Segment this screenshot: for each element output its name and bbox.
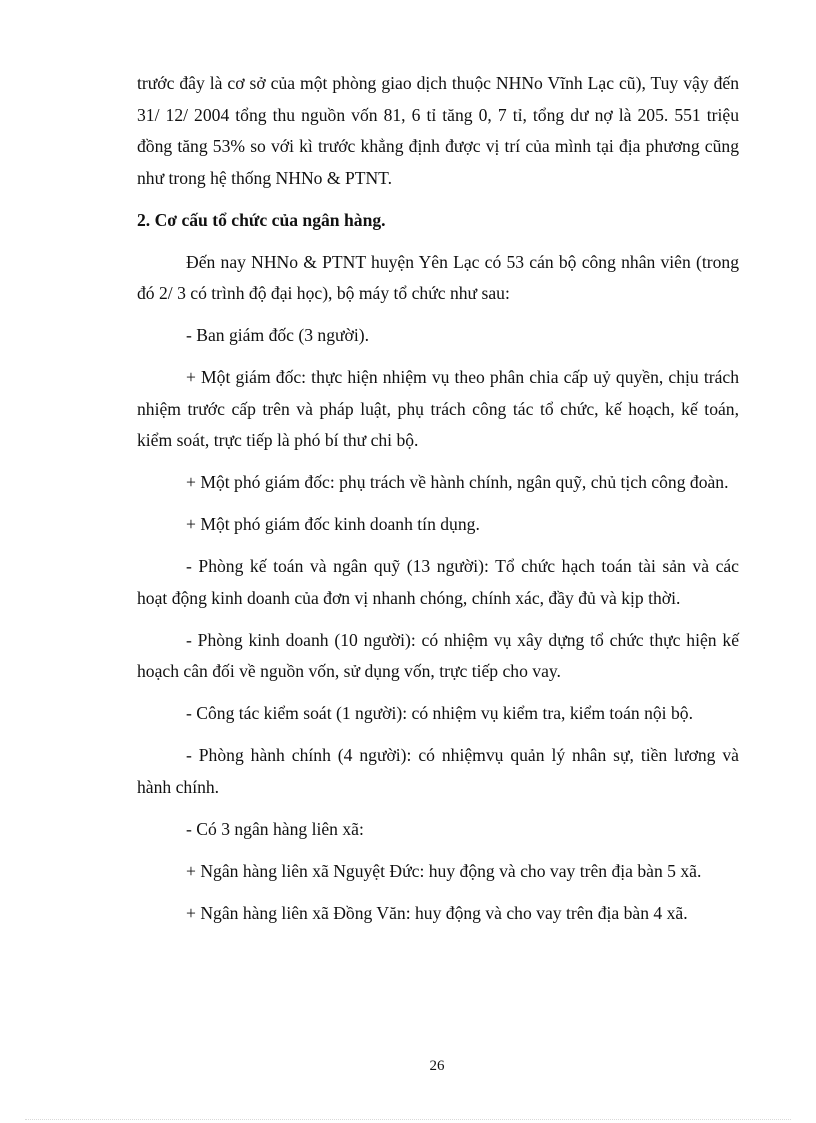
section-heading: 2. Cơ cấu tổ chức của ngân hàng. [137,209,386,230]
list-item-deputy-director-admin: + Một phó giám đốc: phụ trách về hành chính, ngân quỹ, chủ tịch công đoàn. [186,472,729,492]
paragraph-staff-overview: Đến nay NHNo & PTNT huyện Yên Lạc có 53 cán bộ công nhân viên (trong đó 2/ 3 có trình độ đại học), bộ máy tổ chức như sau: [137,251,739,303]
list-item-nguyet-duc-bank: + Ngân hàng liên xã Nguyệt Đức: huy động và cho vay trên địa bàn 5 xã. [186,860,702,881]
list-item-deputy-director-credit: + Một phó giám đốc kinh doanh tín dụng. [186,514,480,534]
list-item-control-dept: - Công tác kiểm soát (1 người): có nhiệm vụ kiểm tra, kiểm toán nội bộ. [186,703,693,723]
list-item-business-dept: - Phòng kinh doanh (10 người): có nhiệm vụ xây dựng tổ chức thực hiện kế hoạch cân đối về nguồn vốn, sử dụng vốn, trực tiếp cho vay. [137,629,739,681]
page-bottom-rule [25,1119,791,1120]
list-item-accounting-dept: - Phòng kế toán và ngân quỹ (13 người): Tổ chức hạch toán tài sản và các hoạt động kinh doanh của đơn vị nhanh chóng, chính xác, đầy đủ và kịp thời. [137,556,739,608]
list-item-dong-van-bank: + Ngân hàng liên xã Đồng Văn: huy động và cho vay trên địa bàn 4 xã. [186,902,688,923]
list-item-board-of-directors: - Ban giám đốc (3 người). [186,325,370,345]
page-number: 26 [429,1058,445,1074]
paragraph-continuation: trước đây là cơ sở của một phòng giao dịch thuộc NHNo Vĩnh Lạc cũ), Tuy vậy đến 31/ 12/ 2004 tổng thu nguồn vốn 81, 6 tỉ tăng 0, 7 tỉ, tổng dư nợ là 205. 551 triệu đồng tăng 53% so với kì trước khẳng định được vị trí của mình tại địa phương cũng như trong hệ thống NHNo & PTNT. [137,73,739,188]
list-item-director: + Một giám đốc: thực hiện nhiệm vụ theo phân chia cấp uỷ quyền, chịu trách nhiệm trước cấp trên và pháp luật, phụ trách công tác tổ chức, kế hoạch, kế toán, kiểm soát, trực tiếp là phó bí thư chi bộ. [137,367,739,450]
list-item-inter-commune-banks: - Có 3 ngân hàng liên xã: [186,818,364,839]
body-text [137,68,739,940]
list-item-admin-dept: - Phòng hành chính (4 người): có nhiệmvụ quản lý nhân sự, tiền lương và hành chính. [137,745,739,797]
